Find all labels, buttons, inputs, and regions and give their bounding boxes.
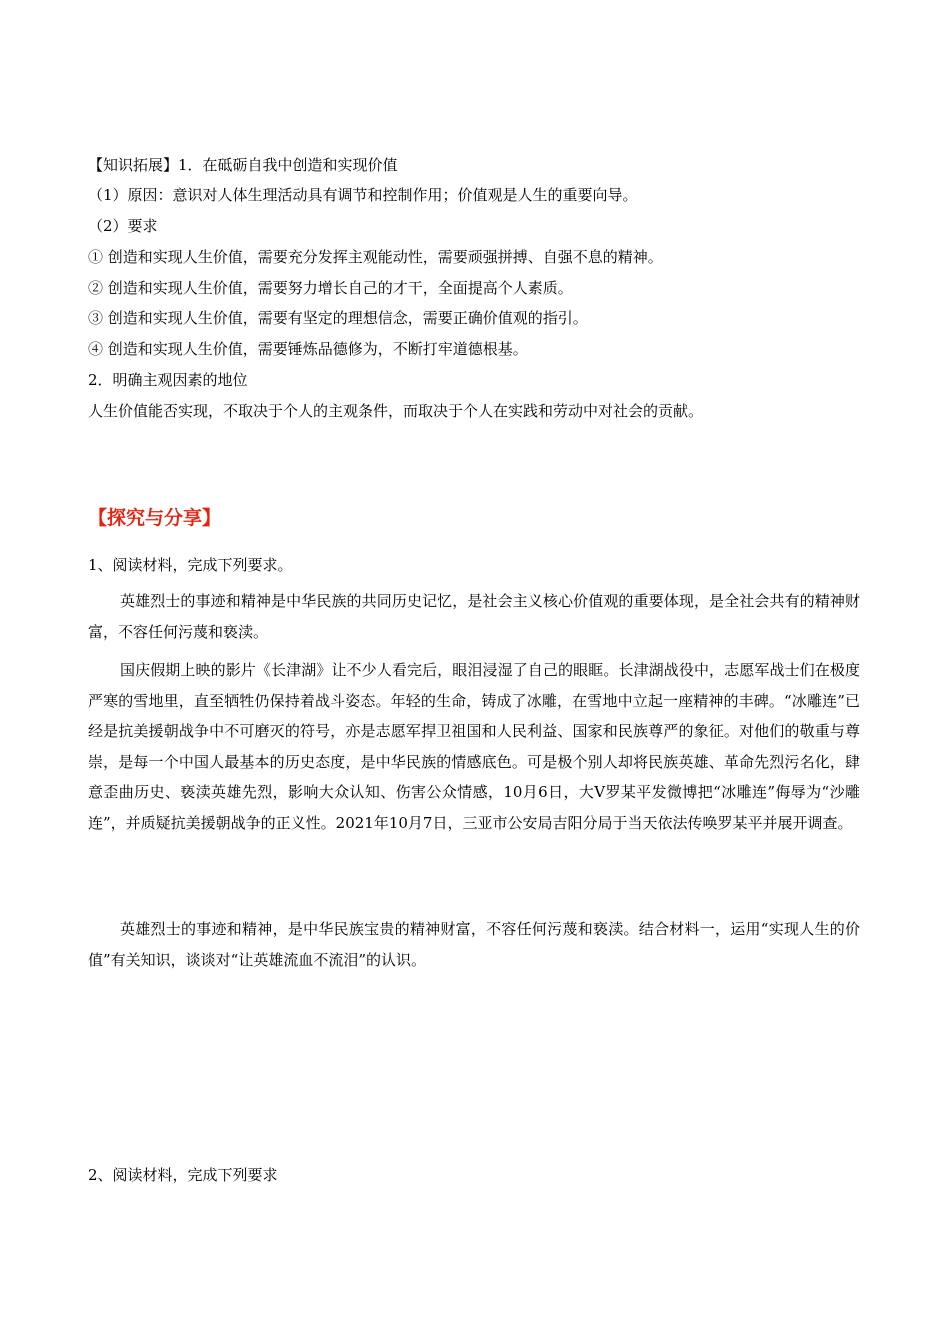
reason-line: （1）原因：意识对人体生理活动具有调节和控制作用；价值观是人生的重要向导。	[88, 186, 638, 204]
point2-title: 2．明确主观因素的地位	[88, 371, 248, 389]
point2-text: 人生价值能否实现，不取决于个人的主观条件，而取决于个人在实践和劳动中对社会的贡献。	[88, 402, 704, 420]
material-paragraph-2: 国庆假期上映的影片《长津湖》让不少人看完后，眼泪浸湿了自己的眼眶。长津湖战役中，志愿军战士们在极度严寒的雪地里，直至牺牲仍保持着战斗姿态。年轻的生命，铸成了冰雕，在雪地中立起一座精神的丰碑。“冰雕连”已经是抗美援朝战争中不可磨灭的符号，亦是志愿军捍卫祖国和人民利益、国家和民族尊严的象征。对他们的敬重与尊崇，是每一个中国人最基本的历史态度，是中华民族的情感底色。可是极个别人却将民族英雄、革命先烈污名化，肆意歪曲历史、亵渎英雄先烈，影响大众认知、伤害公众情感，10月6日，大Ⅴ罗某平发微博把“冰雕连”侮辱为“沙雕连”，并质疑抗美援朝战争的正义性。2021年10月7日，三亚市公安局吉阳分局于当天依法传唤罗某平并展开调查。	[88, 661, 860, 832]
requirement-heading: （2）要求	[88, 217, 158, 235]
material-paragraph-1: 英雄烈士的事迹和精神是中华民族的共同历史记忆，是社会主义核心价值观的重要体现，是全社会共有的精神财富，不容任何污蔑和亵渎。	[88, 592, 860, 641]
question-prompt: 英雄烈士的事迹和精神，是中华民族宝贵的精神财富，不容任何污蔑和亵渎。结合材料一，运用“实现人生的价值”有关知识，谈谈对“让英雄流血不流泪”的认识。	[88, 920, 860, 969]
question-2-label: 2、阅读材料，完成下列要求	[88, 1166, 278, 1184]
question-1-label: 1、阅读材料，完成下列要求。	[88, 556, 293, 574]
requirement-item: ④ 创造和实现人生价值，需要锤炼品德修为，不断打牢道德根基。	[88, 340, 528, 358]
requirement-item: ② 创造和实现人生价值，需要努力增长自己的才干，全面提高个人素质。	[88, 279, 573, 297]
knowledge-extension-title: 【知识拓展】1．在砥砺自我中创造和实现价值	[88, 156, 398, 174]
requirement-item: ③ 创造和实现人生价值，需要有坚定的理想信念，需要正确价值观的指引。	[88, 309, 588, 327]
requirement-item: ① 创造和实现人生价值，需要充分发挥主观能动性，需要顽强拼搏、自强不息的精神。	[88, 248, 663, 266]
explore-share-heading: 【探究与分享】	[88, 507, 222, 529]
